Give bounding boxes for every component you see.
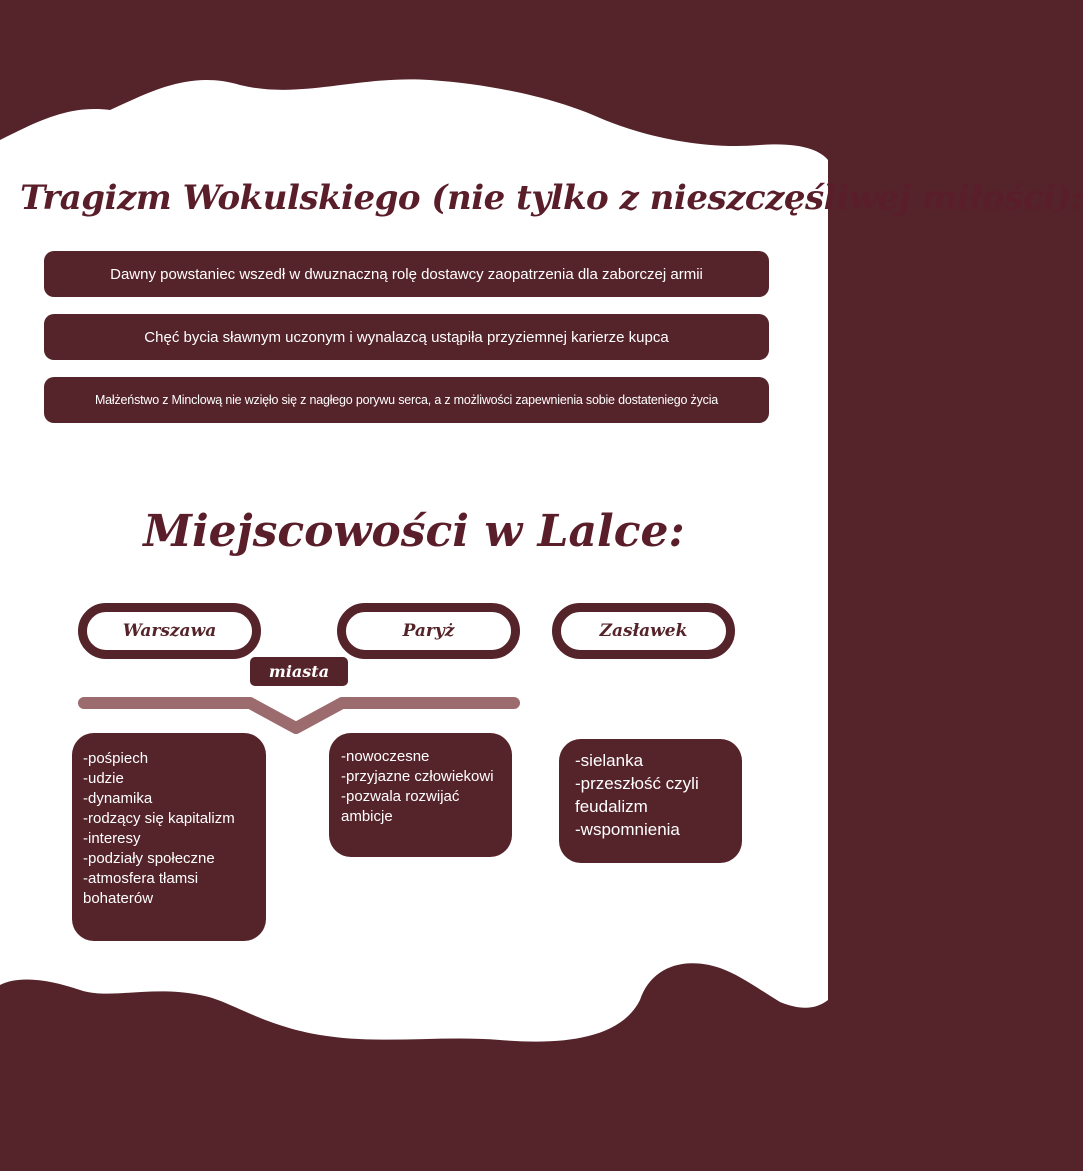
tragizm-point-1: Dawny powstaniec wszedł w dwuznaczną rolę dostawcy zaopatrzenia dla zaborczej armii: [44, 251, 769, 297]
tragizm-title: Tragizm Wokulskiego (nie tylko z nieszczęśliwej miłości):: [20, 178, 1083, 218]
list-item: -interesy: [83, 830, 141, 847]
list-item: -rodzący się kapitalizm: [83, 810, 235, 827]
cities-label: miasta: [250, 657, 348, 686]
places-title: Miejscowości w Lalce:: [143, 506, 685, 557]
place-warszawa-text: Warszawa: [122, 621, 217, 641]
place-paryz-text: Paryż: [402, 621, 455, 641]
list-item: -pośpiech: [83, 750, 149, 767]
paryz-description: [329, 733, 512, 857]
tragizm-point-2: Chęć bycia sławnym uczonym i wynalazcą ustąpiła przyziemnej karierze kupca: [44, 314, 769, 360]
list-item: -nowoczesne: [341, 748, 430, 765]
place-paryz-label: [337, 603, 520, 659]
place-warszawa-label: [78, 603, 261, 659]
tragizm-point-3: Małżeństwo z Minclową nie wzięło się z nagłego porywu serca, a z możliwości zapewnienia sobie dostateniego życia: [44, 377, 769, 423]
list-item: -przyjazne człowiekowi: [341, 768, 494, 785]
list-item: -atmosfera tłamsi bohaterów: [83, 870, 199, 907]
list-item: -pozwala rozwijać ambicje: [341, 788, 460, 825]
list-item: -sielanka: [575, 751, 644, 770]
place-zaslawek-text: Zasławek: [599, 621, 688, 641]
list-item: -dynamika: [83, 790, 153, 807]
list-item: -przeszłość czyli feudalizm: [575, 774, 699, 816]
warszawa-description: [72, 733, 266, 941]
zaslawek-description: [559, 739, 742, 863]
list-item: -wspomnienia: [575, 820, 680, 839]
list-item: -podziały społeczne: [83, 850, 215, 867]
place-zaslawek-label: [552, 603, 735, 659]
list-item: -udzie: [83, 770, 124, 787]
